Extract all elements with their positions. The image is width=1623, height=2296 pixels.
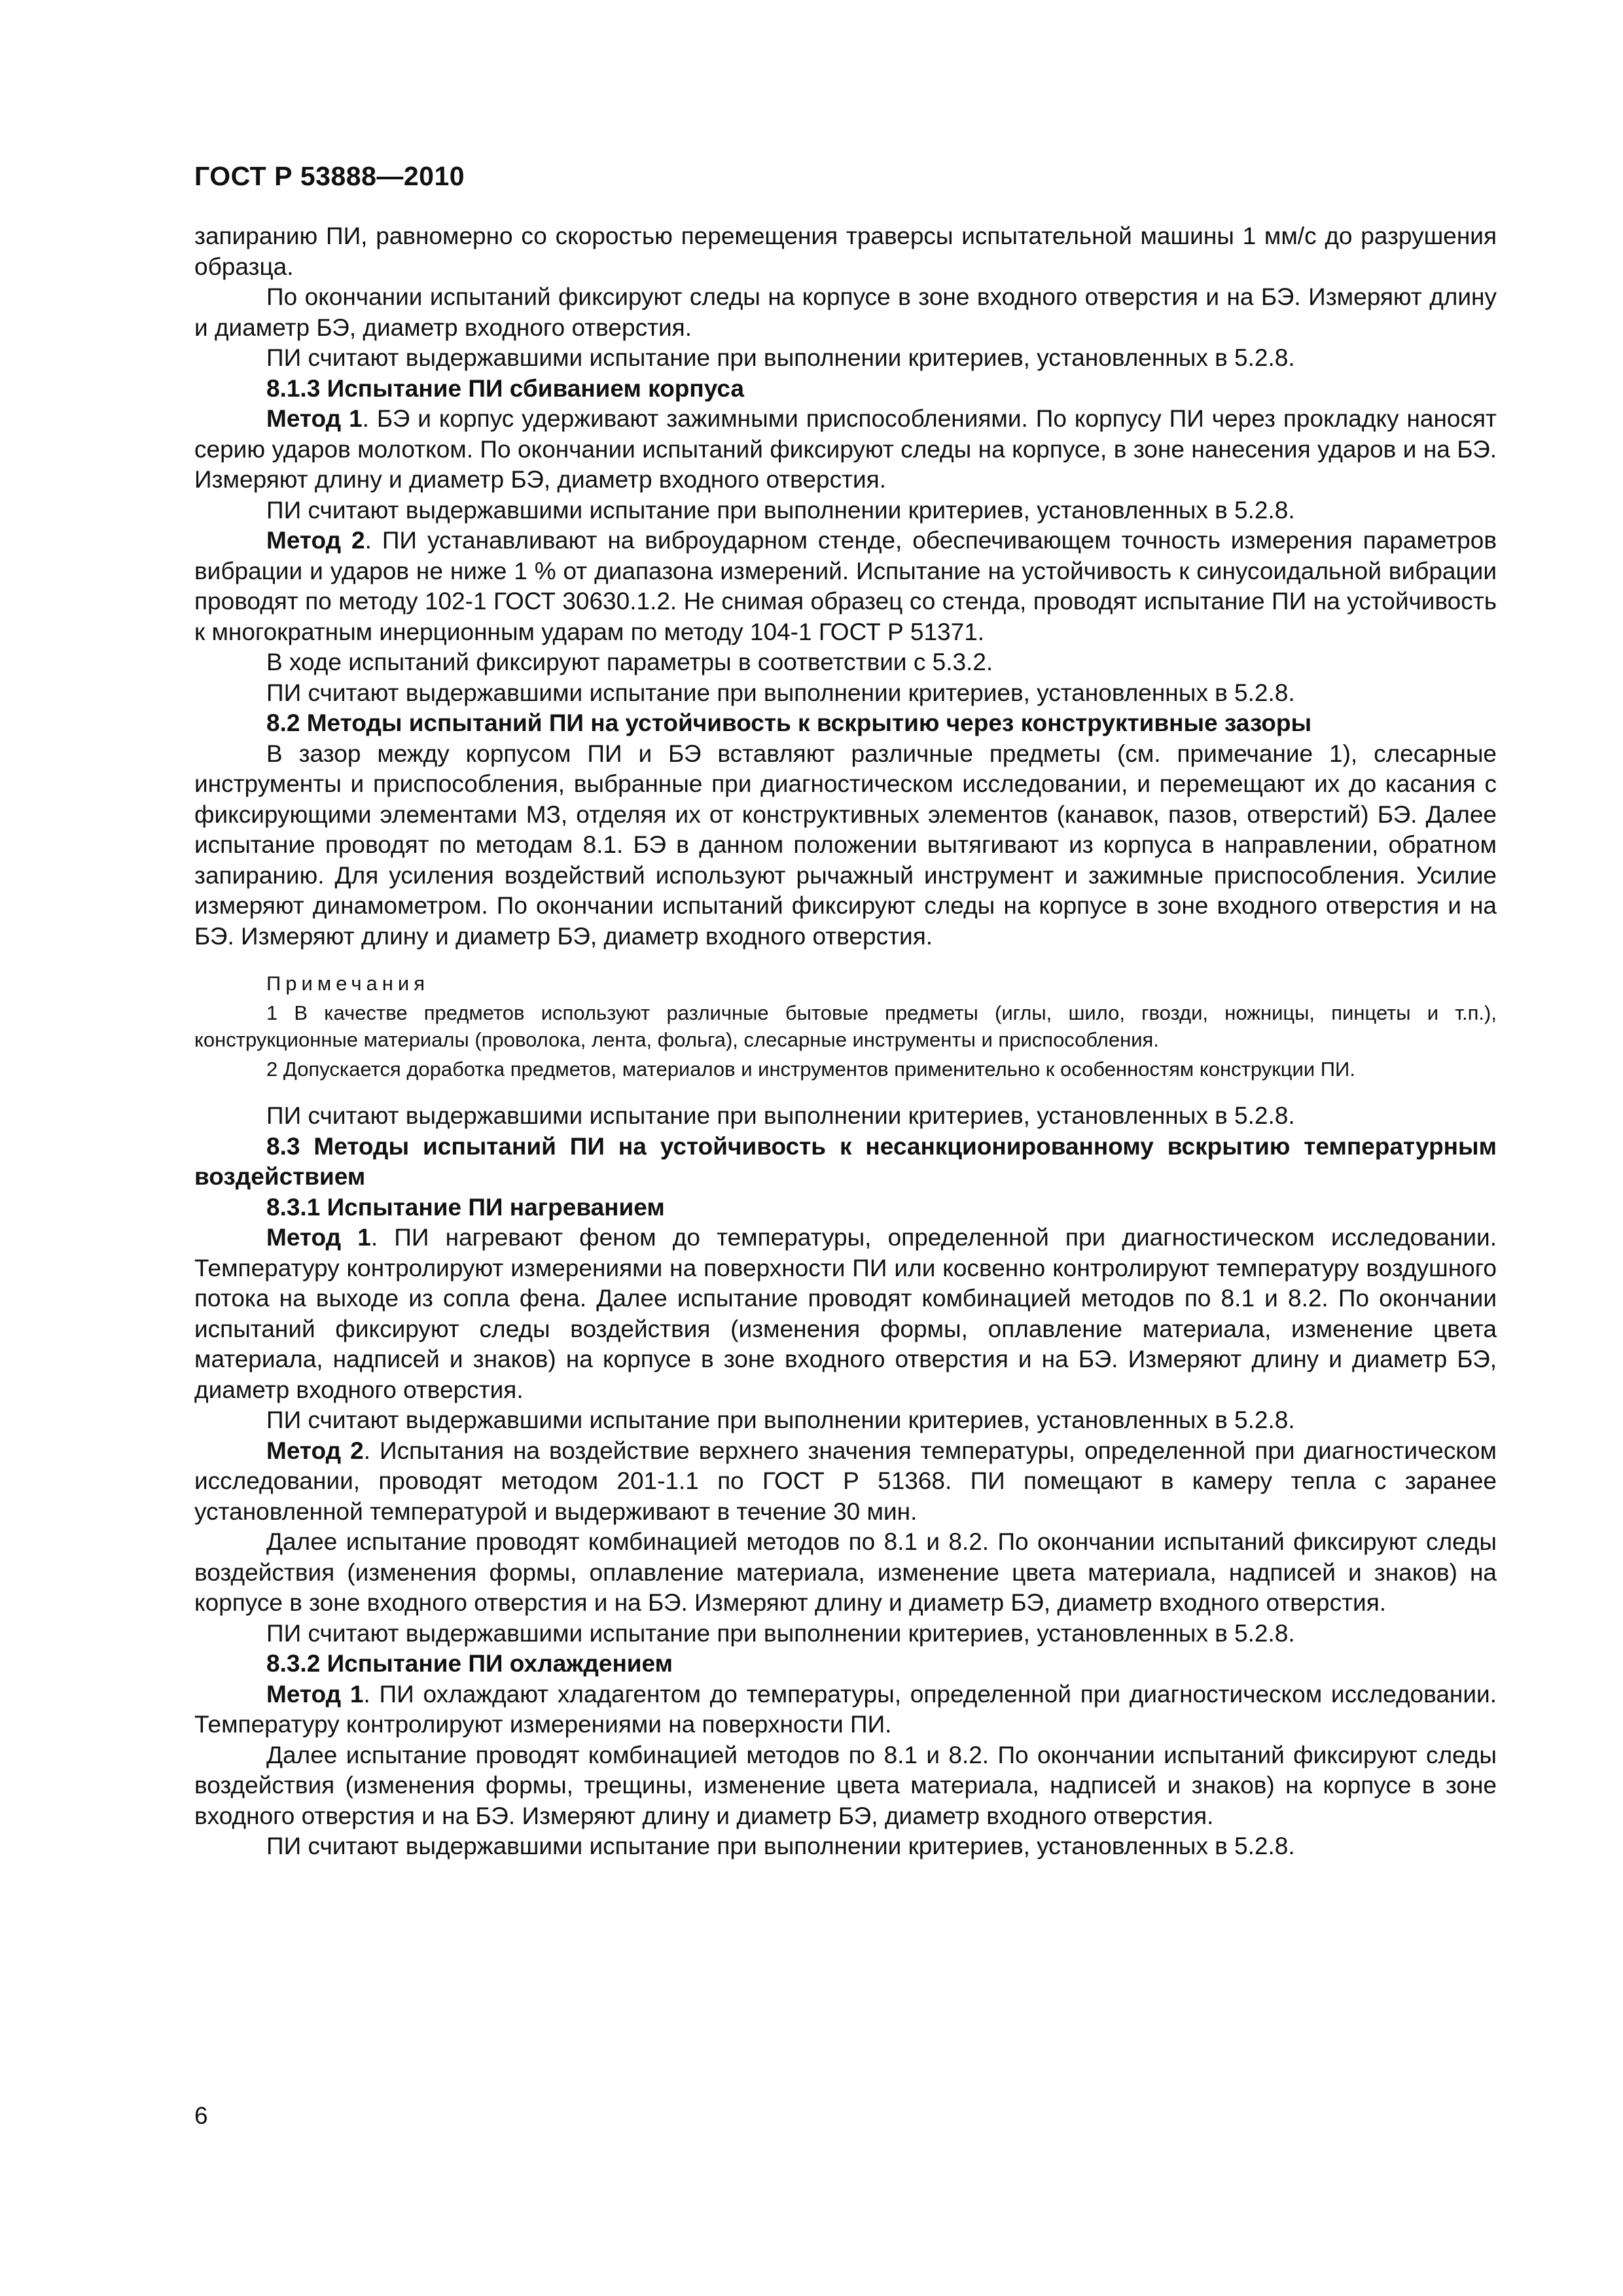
page-number: 6 — [194, 2102, 208, 2129]
note-item: 1 В качестве предметов используют различные бытовые предметы (иглы, шило, гвозди, ножницы, пинцеты и т.п.), конструкционные материалы (проволока, лента, фольга), слесарные инструменты и приспособления. — [194, 1001, 1497, 1051]
method-text: . ПИ устанавливают на виброударном стенде, обеспечивающем точность измерения параметров вибрации и ударов не ниже 1 % от диапазона измерений. Испытание на устойчивость к синусоидальной вибрации проводят по методу 102-1 ГОСТ 30630.1.2. Не снимая образец со стенда, проводят испытание ПИ на устойчивость к многократным инерционным ударам по методу 104-1 ГОСТ Р 51371. — [194, 527, 1497, 645]
paragraph-method — [194, 1679, 1497, 1740]
paragraph-criteria: ПИ считают выдержавшими испытание при выполнении критериев, установленных в 5.2.8. — [266, 1619, 1295, 1647]
section-heading-8-1-3: 8.1.3 Испытание ПИ сбиванием корпуса — [266, 374, 745, 402]
note-item: 2 Допускается доработка предметов, материалов и инструментов применительно к особенностям конструкции ПИ. — [266, 1058, 1355, 1081]
paragraph: В зазор между корпусом ПИ и БЭ вставляют различные предметы (см. примечание 1), слесарные инструменты и приспособления, выбранные при диагностическом исследовании, и перемещают их до касания с фиксирующими элементами МЗ, отделяя их от конструктивных элементов (канавок, пазов, отверстий) БЭ. Далее испытание проводят по методам 8.1. БЭ в данном положении вытягивают из корпуса в направлении, обратном запиранию. Для усиления воздействий используют рычажный инструмент и зажимные приспособления. Усилие измеряют динамометром. По окончании испытаний фиксируют следы на корпусе в зоне входного отверстия и на БЭ. Измеряют длину и диаметр БЭ, диаметр входного отверстия. — [194, 740, 1497, 950]
method-text: . Испытания на воздействие верхнего значения температуры, определенной при диагностическом исследовании, проводят методом 201-1.1 по ГОСТ Р 51368. ПИ помещают в камеру тепла с заранее установленной температурой и выдерживают в течение 30 мин. — [194, 1437, 1497, 1525]
notes-block — [194, 970, 1497, 1083]
section-heading-8-3-1: 8.3.1 Испытание ПИ нагреванием — [266, 1193, 665, 1221]
method-label: Метод 1 — [266, 1680, 364, 1708]
paragraph-method — [194, 1436, 1497, 1528]
paragraph-criteria: ПИ считают выдержавшими испытание при выполнении критериев, установленных в 5.2.8. — [266, 1102, 1295, 1129]
page-body — [194, 221, 1497, 1862]
method-label: Метод 1 — [266, 405, 363, 432]
method-label: Метод 2 — [266, 1437, 364, 1464]
paragraph: По окончании испытаний фиксируют следы на корпусе в зоне входного отверстия и на БЭ. Измеряют длину и диаметр БЭ, диаметр входного отверстия. — [194, 283, 1497, 341]
paragraph: В ходе испытаний фиксируют параметры в соответствии с 5.3.2. — [266, 649, 993, 675]
paragraph-criteria: ПИ считают выдержавшими испытание при выполнении критериев, установленных в 5.2.8. — [266, 679, 1295, 706]
page-header-standard-number: ГОСТ Р 53888—2010 — [194, 161, 465, 191]
paragraph-method — [194, 404, 1497, 495]
section-heading-8-2: 8.2 Методы испытаний ПИ на устойчивость к вскрытию через конструктивные зазоры — [266, 709, 1312, 736]
method-label: Метод 2 — [266, 527, 365, 554]
paragraph-criteria: ПИ считают выдержавшими испытание при выполнении критериев, установленных в 5.2.8. — [266, 344, 1295, 371]
paragraph-criteria: ПИ считают выдержавшими испытание при выполнении критериев, установленных в 5.2.8. — [266, 1407, 1295, 1433]
paragraph-criteria: ПИ считают выдержавшими испытание при выполнении критериев, установленных в 5.2.8. — [266, 1833, 1295, 1859]
method-text: . ПИ охлаждают хладагентом до температуры, определенной при диагностическом исследовании. Температуру контролируют измерениями на поверхности ПИ. — [194, 1680, 1497, 1738]
paragraph-continuation: запиранию ПИ, равномерно со скоростью перемещения траверсы испытательной машины 1 мм/с до разрушения образца. — [194, 223, 1497, 280]
paragraph: Далее испытание проводят комбинацией методов по 8.1 и 8.2. По окончании испытаний фиксируют следы воздействия (изменения формы, трещины, изменение цвета материала, надписей и знаков) на корпусе в зоне входного отверстия и на БЭ. Измеряют длину и диаметр БЭ, диаметр входного отверстия. — [194, 1741, 1497, 1829]
notes-heading: Примечания — [266, 972, 429, 995]
section-heading-8-3: 8.3 Методы испытаний ПИ на устойчивость к несанкционированному вскрытию температурным воздействием — [194, 1132, 1497, 1190]
method-text: . ПИ нагревают феном до температуры, определенной при диагностическом исследовании. Температуру контролируют измерениями на поверхности ПИ или косвенно контролируют температуру воздушного потока на выходе из сопла фена. Далее испытание проводят комбинацией методов по 8.1 и 8.2. По окончании испытаний фиксируют следы воздействия (изменения формы, оплавление материала, изменение цвета материала, надписей и знаков) на корпусе в зоне входного отверстия и на БЭ. Измеряют длину и диаметр БЭ, диаметр входного отверстия. — [194, 1224, 1497, 1403]
paragraph-criteria: ПИ считают выдержавшими испытание при выполнении критериев, установленных в 5.2.8. — [266, 496, 1295, 524]
paragraph: Далее испытание проводят комбинацией методов по 8.1 и 8.2. По окончании испытаний фиксируют следы воздействия (изменения формы, оплавление материала, изменение цвета материала, надписей и знаков) на корпусе в зоне входного отверстия и на БЭ. Измеряют длину и диаметр БЭ, диаметр входного отверстия. — [194, 1528, 1497, 1616]
paragraph-method — [194, 1223, 1497, 1405]
method-text: . БЭ и корпус удерживают зажимными приспособлениями. По корпусу ПИ через прокладку наносят серию ударов молотком. По окончании испытаний фиксируют следы на корпусе, в зоне нанесения ударов и на БЭ. Измеряют длину и диаметр БЭ, диаметр входного отверстия. — [194, 405, 1497, 493]
paragraph-method — [194, 526, 1497, 647]
section-heading-8-3-2: 8.3.2 Испытание ПИ охлаждением — [266, 1650, 673, 1677]
method-label: Метод 1 — [266, 1224, 371, 1251]
